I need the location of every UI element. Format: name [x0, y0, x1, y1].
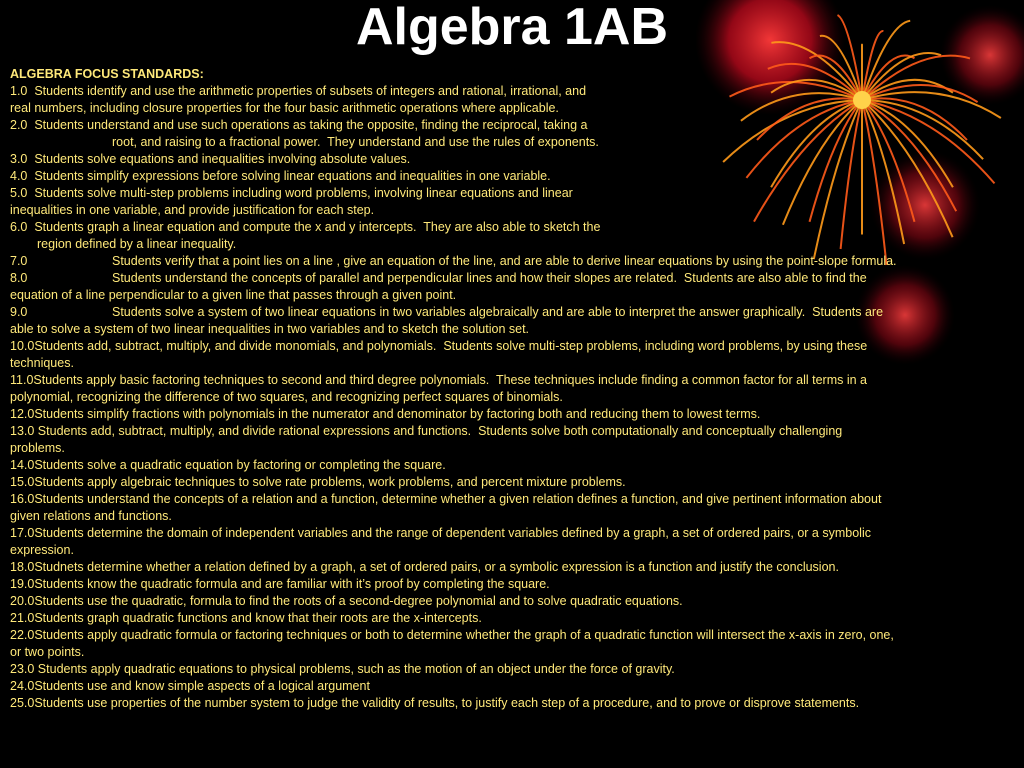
text-line	[10, 253, 1015, 270]
text-line: 12.0Students simplify fractions with polynomials in the numerator and denominator by factoring both and reducing them to lowest terms.	[10, 407, 761, 421]
standard-number: 8.0	[10, 271, 28, 285]
text-line: 24.0Students use and know simple aspects of a logical argument	[10, 679, 370, 693]
text-line: 15.0Students apply algebraic techniques to solve rate problems, work problems, and percent mixture problems.	[10, 475, 626, 489]
text-line: 20.0Students use the quadratic, formula to find the roots of a second-degree polynomial and to solve quadratic equations.	[10, 594, 683, 608]
text-line: 1.0 Students identify and use the arithmetic properties of subsets of integers and rational, irrational, and	[10, 84, 587, 98]
text-line	[10, 304, 1015, 321]
standard-text: Students solve a system of two linear equations in two variables algebraically and are able to interpret the answer graphically. Students are	[112, 305, 884, 319]
text-line: given relations and functions.	[10, 509, 172, 523]
text-line: able to solve a system of two linear inequalities in two variables and to sketch the solution set.	[10, 322, 530, 336]
text-line: 25.0Students use properties of the number system to judge the validity of results, to justify each step of a procedure, and to prove or disprove statements.	[10, 696, 860, 710]
text-line: 5.0 Students solve multi-step problems including word problems, involving linear equations and linear	[10, 186, 573, 200]
text-line: 3.0 Students solve equations and inequalities involving absolute values.	[10, 152, 411, 166]
text-line: 4.0 Students simplify expressions before solving linear equations and inequalities in one variable.	[10, 169, 551, 183]
text-line: 18.0Studnets determine whether a relation defined by a graph, a set of ordered pairs, or a symbolic expression is a function and justify the conclusion.	[10, 560, 839, 574]
text-line: inequalities in one variable, and provide justification for each step.	[10, 203, 375, 217]
text-line: 22.0Students apply quadratic formula or factoring techniques or both to determine whether the graph of a quadratic function will intersect the x-axis in zero, one,	[10, 628, 894, 642]
text-line: equation of a line perpendicular to a given line that passes through a given point.	[10, 288, 457, 302]
standard-text: Students verify that a point lies on a line , give an equation of the line, and are able to derive linear equations by using the point-slope formula.	[112, 254, 897, 268]
text-line: 13.0 Students add, subtract, multiply, and divide rational expressions and functions. Students solve both computationally and conceptually challenging	[10, 424, 843, 438]
standards-text	[10, 66, 1015, 712]
text-line: expression.	[10, 543, 74, 557]
text-line: 23.0 Students apply quadratic equations to physical problems, such as the motion of an object under the force of gravity.	[10, 662, 675, 676]
text-line: 6.0 Students graph a linear equation and compute the x and y intercepts. They are also able to sketch the	[10, 220, 601, 234]
text-line: techniques.	[10, 356, 74, 370]
text-line: root, and raising to a fractional power. They understand and use the rules of exponents.	[112, 135, 599, 149]
text-line: or two points.	[10, 645, 85, 659]
text-line: 21.0Students graph quadratic functions and know that their roots are the x-intercepts.	[10, 611, 482, 625]
text-line: 16.0Students understand the concepts of a relation and a function, determine whether a given relation defines a function, and give pertinent information about	[10, 492, 882, 506]
standard-number: 7.0	[10, 254, 28, 268]
text-line: 2.0 Students understand and use such operations as taking the opposite, finding the reciprocal, taking a	[10, 118, 588, 132]
standard-number: 9.0	[10, 305, 28, 319]
text-line: 17.0Students determine the domain of independent variables and the range of dependent variables defined by a graph, a set of ordered pairs, or a symbolic	[10, 526, 871, 540]
text-line: 19.0Students know the quadratic formula and are familiar with it’s proof by completing the square.	[10, 577, 550, 591]
text-line: 14.0Students solve a quadratic equation by factoring or completing the square.	[10, 458, 446, 472]
text-line	[10, 270, 1015, 287]
text-line: problems.	[10, 441, 65, 455]
text-line: polynomial, recognizing the difference of two squares, and recognizing perfect squares of binomials.	[10, 390, 563, 404]
text-line: region defined by a linear inequality.	[37, 237, 237, 251]
standard-text: Students understand the concepts of parallel and perpendicular lines and how their slopes are related. Students are also able to find the	[112, 271, 867, 285]
page-title: Algebra 1AB	[355, 0, 669, 56]
text-line: real numbers, including closure properties for the four basic arithmetic operations where applicable.	[10, 101, 559, 115]
text-line: 11.0Students apply basic factoring techniques to second and third degree polynomials. These techniques include finding a common factor for all terms in a	[10, 373, 867, 387]
standards-heading: ALGEBRA FOCUS STANDARDS:	[10, 67, 204, 81]
text-line: 10.0Students add, subtract, multiply, and divide monomials, and polynomials. Students solve multi-step problems, including word problems, by using these	[10, 339, 868, 353]
